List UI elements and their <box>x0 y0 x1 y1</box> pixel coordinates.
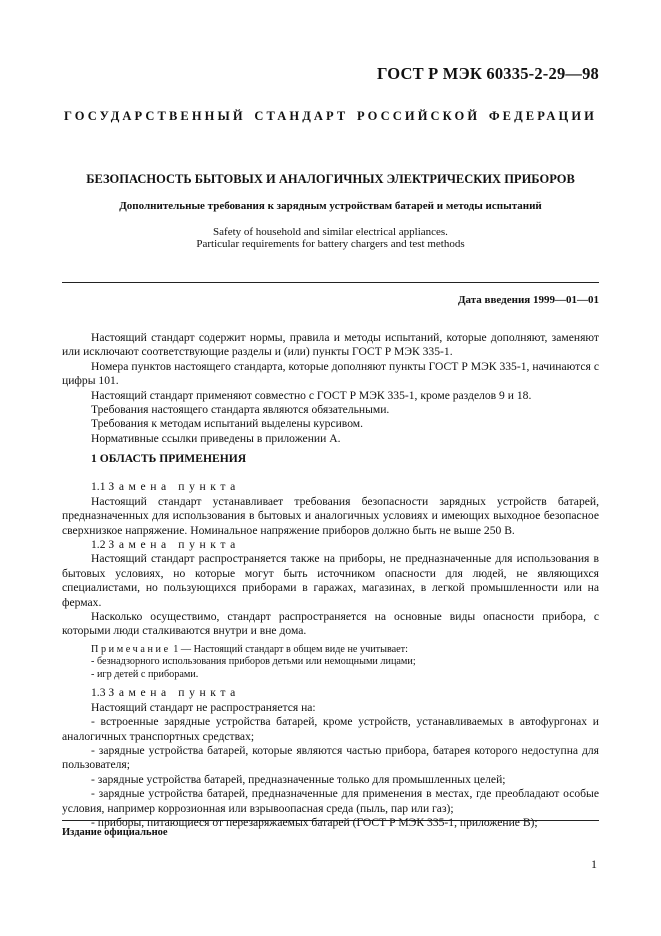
org-word: ФЕДЕРАЦИИ <box>488 109 597 123</box>
header-divider <box>62 282 599 283</box>
intro-paragraph: Требования настоящего стандарта являются обязательными. <box>91 403 390 417</box>
list-item: - приборы, питающиеся от перезаряжаемых батарей (ГОСТ Р МЭК 335-1, приложение В); <box>91 816 538 830</box>
intro-paragraph: Настоящий стандарт применяют совместно с ГОСТ Р МЭК 335-1, кроме разделов 9 и 18. <box>91 388 532 402</box>
clause-1-2-header: 1.2 Замена пункта <box>91 538 240 552</box>
section-heading: 1 ОБЛАСТЬ ПРИМЕНЕНИЯ <box>91 452 247 465</box>
document-subtitle: Дополнительные требования к зарядным устройствам батарей и методы испытаний <box>119 200 542 212</box>
section-1 <box>62 452 599 830</box>
clause-1-1-text: Настоящий стандарт устанавливает требования безопасности зарядных устройств батарей, предназначенных для использования в бытовых и аналогичных условиях и имеющих выходное безопасное сверхнизкое напряжение. Номинальное напряжение приборов должно быть не выше 250 В. <box>62 494 599 537</box>
org-word: СТАНДАРТ <box>254 109 349 123</box>
clause-1-2-text: Насколько осуществимо, стандарт распространяется на основные виды опасности прибора, с которыми люди сталкиваются внутри и вне дома. <box>62 610 599 638</box>
intro-paragraph: Требования к методам испытаний выделены курсивом. <box>91 417 364 431</box>
clause-1-3-intro: Настоящий стандарт не распространяется на: <box>91 700 316 714</box>
clause-1-3-header: 1.3 Замена пункта <box>91 686 240 700</box>
org-word: РОССИЙСКОЙ <box>357 109 481 123</box>
intro-paragraph: Настоящий стандарт содержит нормы, правила и методы испытаний, которые дополняют, заменяют или исключают соответствующие разделы и (или) пункты ГОСТ Р МЭК 335-1. <box>62 331 599 359</box>
english-title-line-2: Particular requirements for battery chargers and test methods <box>196 238 465 250</box>
list-item: - зарядные устройства батарей, которые являются частью прибора, батарея которого недоступна для пользователя; <box>62 744 599 772</box>
note: Примечание 1 — Настоящий стандарт в общем виде не учитывает: <box>91 643 408 655</box>
edition-label: Издание официальное <box>62 827 168 838</box>
clause-1-2-text: Настоящий стандарт распространяется также на приборы, не предназначенные для использования в бытовых условиях, но которые могут быть источником опасности для людей, не являющихся специалистами, но пользующихся приборами в гаражах, магазинах, в легкой промышленности или на фермах. <box>62 552 599 609</box>
note-item: - игр детей с приборами. <box>91 668 199 680</box>
intro-paragraph: Номера пунктов настоящего стандарта, которые дополняют пункты ГОСТ Р МЭК 335-1, начинаются с цифры 101. <box>62 359 599 388</box>
document-title: БЕЗОПАСНОСТЬ БЫТОВЫХ И АНАЛОГИЧНЫХ ЭЛЕКТРИЧЕСКИХ ПРИБОРОВ <box>86 172 575 186</box>
document-code: ГОСТ Р МЭК 60335-2-29—98 <box>376 64 599 83</box>
page-number: 1 <box>591 857 597 871</box>
note-item: - безнадзорного использования приборов детьми или немощными лицами; <box>91 656 416 668</box>
english-title-line-1: Safety of household and similar electrical appliances. <box>213 226 448 238</box>
org-word: ГОСУДАРСТВЕННЫЙ <box>64 109 246 123</box>
organization-line <box>64 109 597 124</box>
clause-1-1-header: 1.1 Замена пункта <box>91 480 240 494</box>
english-title <box>62 226 599 250</box>
intro-block <box>62 331 599 446</box>
footer-divider <box>62 820 599 821</box>
list-item: - зарядные устройства батарей, предназначенные для применения в местах, где преобладают особые условия, например коррозионная или взрывоопасная среда (пыль, пар или газ); <box>62 787 599 815</box>
effective-date: Дата введения 1999—01—01 <box>457 294 599 306</box>
list-item: - зарядные устройства батарей, предназначенные только для промышленных целей; <box>91 772 506 786</box>
list-item: - встроенные зарядные устройства батарей, кроме устройств, устанавливаемых в автофургонах и аналогичных транспортных средствах; <box>62 715 599 743</box>
intro-paragraph: Нормативные ссылки приведены в приложении А. <box>91 431 341 445</box>
